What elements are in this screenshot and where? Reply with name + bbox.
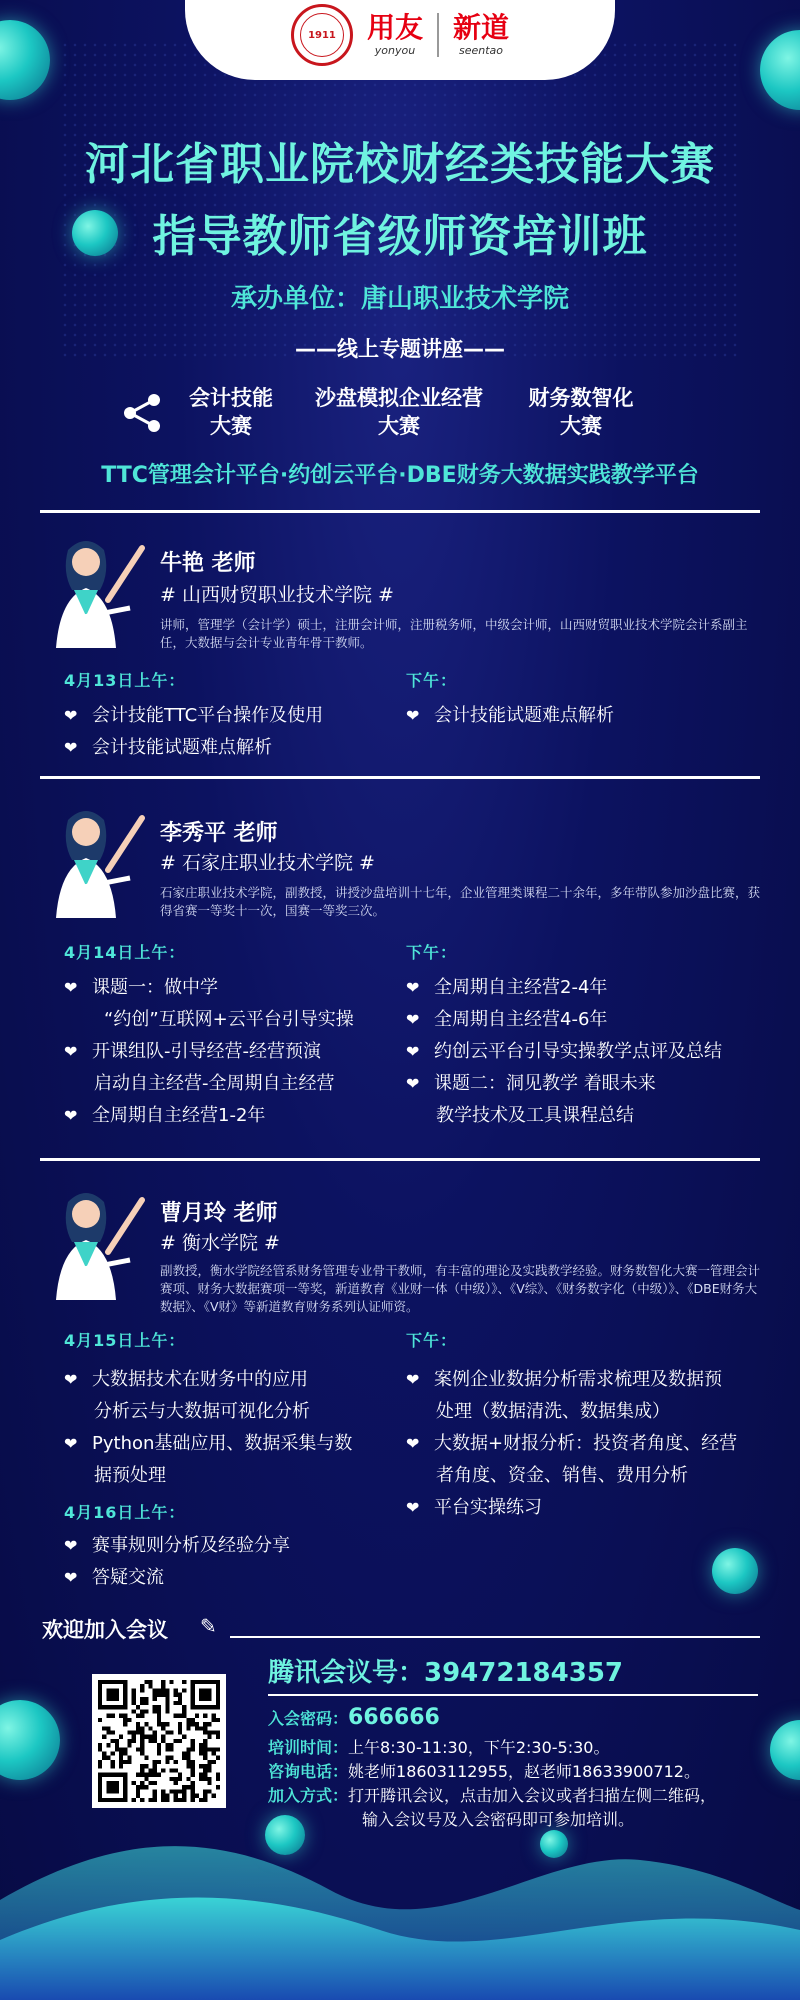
list-item: ❤ 案例企业数据分析需求梳理及数据预 处理（数据清洗、数据集成） [406,1364,776,1428]
logo-separator [437,13,439,57]
list-item: ❤ 约创云平台引导实操教学点评及总结 [406,1036,776,1068]
yonyou-logo [366,11,423,57]
meeting-number: 腾讯会议号：39472184357 [268,1658,623,1688]
heart-icon: ❤ [64,1370,78,1389]
heart-icon: ❤ [64,1106,78,1125]
yonyou-en: yonyou [374,44,416,57]
heart-icon: ❤ [64,1042,78,1061]
session-label-pm: 下午： [406,943,458,962]
teacher-name: 曹月玲 老师 [160,1201,278,1226]
qr-code-icon[interactable] [92,1674,226,1808]
teacher-name: 李秀平 老师 [160,821,278,846]
list-item: ❤ Python基础应用、数据采集与数 据预处理 [64,1428,394,1492]
teacher-illustration [38,530,148,650]
heart-icon: ❤ [64,1434,78,1453]
host-unit: 承办单位：唐山职业技术学院 [230,284,569,314]
join-method-cont: 输入会议号及入会密码即可参加培训。 [362,1810,635,1829]
yonyou-cn: 用友 [366,11,423,44]
teacher-name: 牛艳 老师 [160,551,256,576]
list-item: ❤ 大数据+财报分析：投资者角度、经营 者角度、资金、销售、费用分析 [406,1428,776,1492]
session-label-am: 4月15日上午： [64,1331,186,1350]
heart-icon: ❤ [406,1010,420,1029]
teacher-school: # 衡水学院 # [160,1232,280,1254]
heart-icon: ❤ [64,738,78,757]
list-item: ❤ 大数据技术在财务中的应用 分析云与大数据可视化分析 [64,1364,394,1428]
divider [40,1158,760,1161]
list-item: ❤ 赛事规则分析及经验分享 [64,1530,394,1562]
teacher-illustration [38,1182,148,1302]
share-icon [122,392,164,434]
logo-header [185,0,615,80]
divider [40,510,760,513]
meeting-password: 入会密码：666666 [268,1705,440,1730]
session-label-pm: 下午： [406,671,458,690]
decor-orb [712,1548,758,1594]
session-label-am: 4月14日上午： [64,943,186,962]
list-item: ❤ 会计技能试题难点解析 [406,700,746,732]
heart-icon: ❤ [64,1536,78,1555]
list-item: ❤ 课题二：洞见教学 着眼未来 教学技术及工具课程总结 [406,1068,766,1132]
heart-icon: ❤ [406,1434,420,1453]
list-item: ❤ 全周期自主经营2-4年 [406,972,766,1004]
competition-finance: 财务数智化 大赛 [528,386,634,438]
list-item: ❤ 全周期自主经营4-6年 [406,1004,766,1036]
decor-orb [760,30,800,110]
decor-wave [0,1820,800,2000]
decor-orb [0,20,50,100]
divider [40,776,760,779]
heart-icon: ❤ [64,978,78,997]
seal-year: 1911 [308,29,336,41]
platforms: TTC管理会计平台·约创云平台·DBE财务大数据实践教学平台 [101,463,699,488]
session-label-am2: 4月16日上午： [64,1503,186,1522]
teacher-bio: 石家庄职业技术学院，副教授，讲授沙盘培训十七年，企业管理类课程二十余年，多年带队参加沙盘比赛，获得省赛一等奖十一次，国赛一等奖三次。 [160,885,761,918]
seentao-cn: 新道 [453,11,510,44]
session-label-pm: 下午： [406,1331,458,1350]
competition-accounting: 会计技能 大赛 [189,386,273,438]
title-line-2: 指导教师省级师资培训班 [152,211,648,262]
heart-icon: ❤ [406,1498,420,1517]
decor-orb [770,1720,800,1780]
heart-icon: ❤ [406,1042,420,1061]
competition-sandbox: 沙盘模拟企业经营 大赛 [315,386,483,438]
heart-icon: ❤ [64,706,78,725]
list-item: ❤ 全周期自主经营1-2年 [64,1100,404,1132]
list-item: ❤ 会计技能试题难点解析 [64,732,384,764]
session-label-am: 4月13日上午： [64,671,186,690]
seentao-logo [453,11,510,57]
list-item: ❤ 平台实操练习 [406,1492,776,1524]
join-method: 加入方式：打开腾讯会议，点击加入会议或者扫描左侧二维码， [268,1786,717,1805]
list-item: ❤ 答疑交流 [64,1562,394,1594]
teacher-school: # 石家庄职业技术学院 # [160,852,375,874]
decor-orb [0,1700,60,1780]
heart-icon: ❤ [406,978,420,997]
training-time: 培训时间：上午8:30-11:30，下午2:30-5:30。 [268,1738,610,1757]
list-item: ❤ 会计技能TTC平台操作及使用 [64,700,384,732]
teacher-illustration [38,800,148,920]
contact-phone: 咨询电话：姚老师18603112955，赵老师18633900712。 [268,1762,700,1781]
seentao-en: seentao [458,44,504,57]
title-line-1: 河北省职业院校财经类技能大赛 [85,139,715,190]
pencil-icon: ✎ [200,1614,217,1638]
heart-icon: ❤ [64,1568,78,1587]
teacher-bio: 讲师，管理学（会计学）硕士，注册会计师，注册税务师，中级会计师，山西财贸职业技术学院会计系副主任，大数据与会计专业青年骨干教师。 [160,617,748,650]
heart-icon: ❤ [406,706,420,725]
heart-icon: ❤ [406,1370,420,1389]
school-seal-logo [291,4,353,66]
list-item: ❤ 课题一：做中学 “约创”互联网+云平台引导实操 [64,972,404,1036]
teacher-bio: 副教授，衡水学院经管系财务管理专业骨干教师，有丰富的理论及实践教学经验。财务数智化大赛一管理会计赛项、财务大数据赛项一等奖，新道教育《业财一体（中级）》、《V综》、《财务数字化（中级）》、《DBE财务大数据》、《V财》等新道教育财务系列认证师资。 [160,1263,761,1314]
list-item: ❤ 开课组队-引导经营-经营预演 启动自主经营-全周期自主经营 [64,1036,404,1100]
teacher-school: # 山西财贸职业技术学院 # [160,584,394,606]
divider [230,1636,760,1638]
heart-icon: ❤ [406,1074,420,1093]
lecture-subtitle: ——线上专题讲座—— [295,337,505,361]
welcome-heading: 欢迎加入会议 [42,1618,168,1642]
divider [268,1694,758,1696]
